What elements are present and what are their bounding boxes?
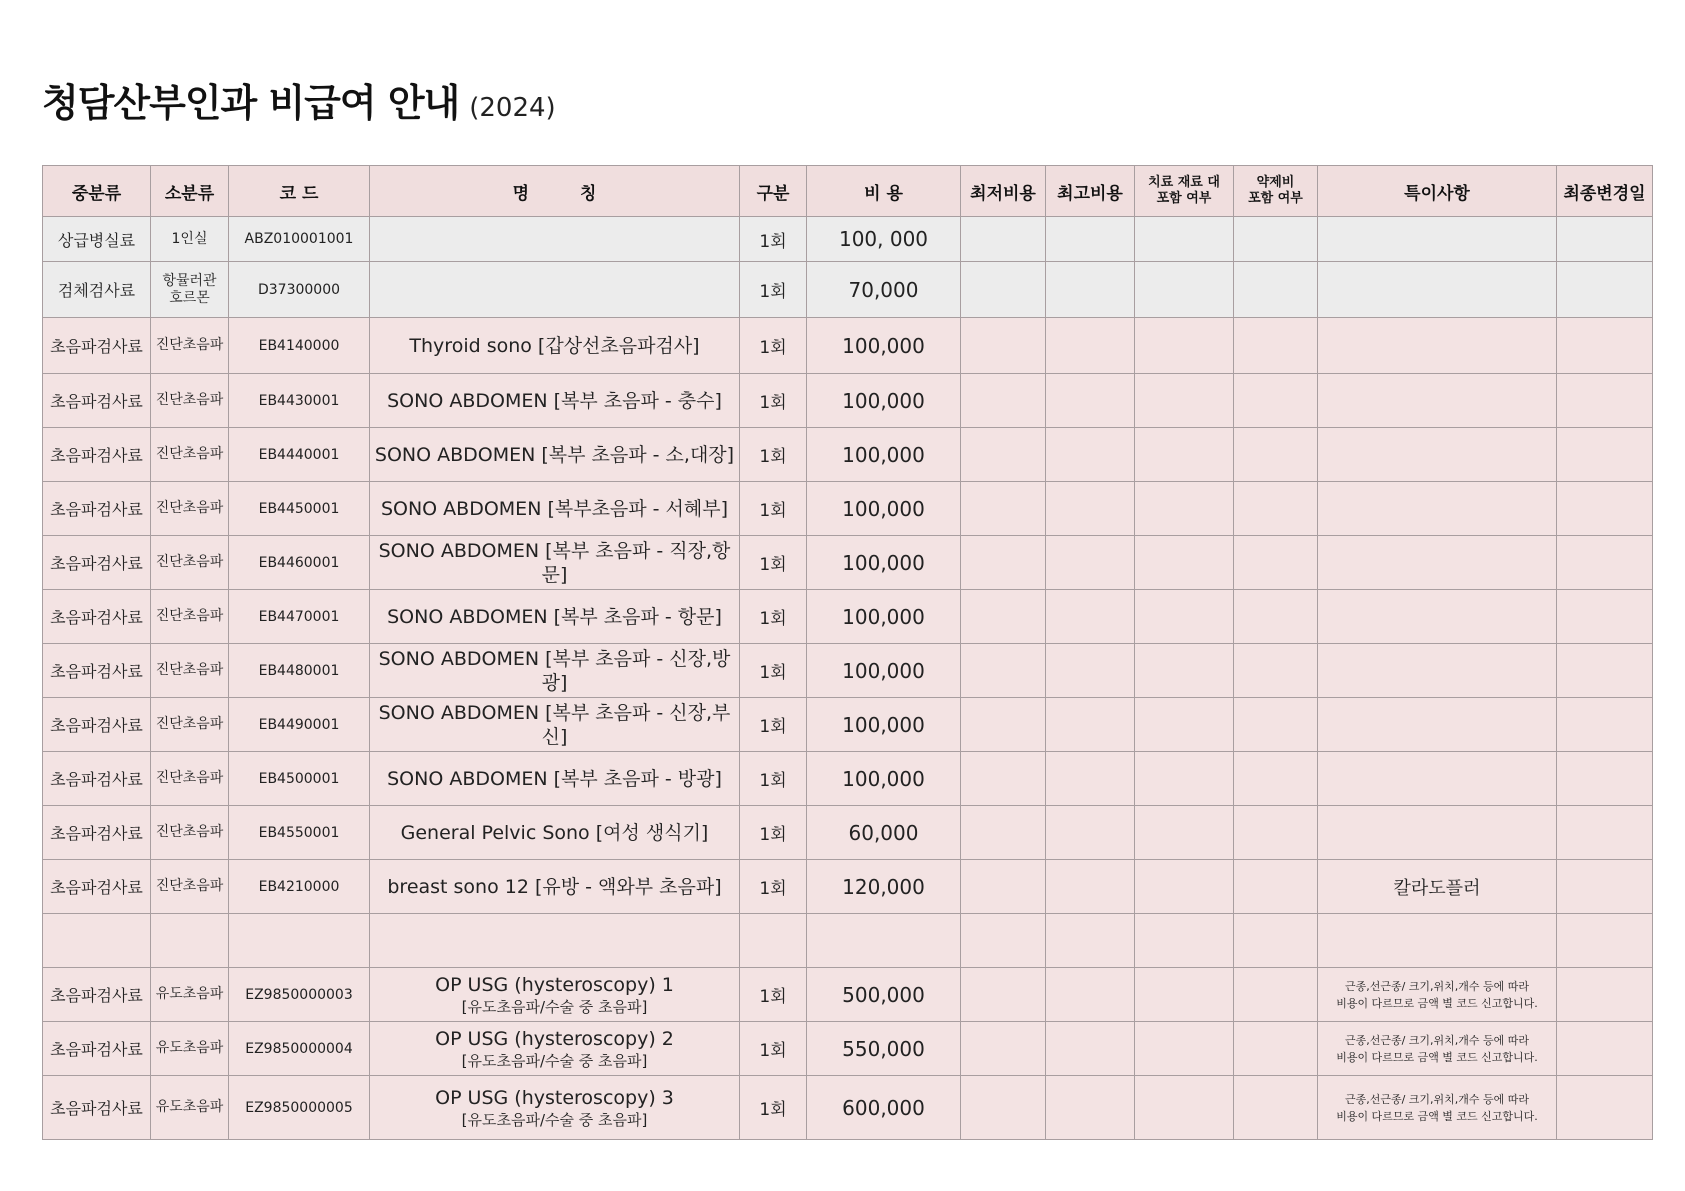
- page-title: [42, 72, 556, 125]
- cell-unit: 1회: [740, 806, 807, 860]
- cell-cost: 100,000: [807, 644, 961, 698]
- cell-name: [370, 698, 740, 752]
- table-row: [43, 262, 1653, 318]
- cell-name: [370, 262, 740, 318]
- cell-unit: 1회: [740, 752, 807, 806]
- cell-sub-category-line1: 진단초음파: [155, 878, 224, 894]
- table-row: [43, 590, 1653, 644]
- cell-max-cost: [1046, 217, 1135, 262]
- cell-drug-included: [1234, 1022, 1318, 1076]
- cell-max-cost: [1046, 752, 1135, 806]
- cell-last-changed: [1557, 968, 1653, 1022]
- cell-sub-category-line1: 진단초음파: [155, 770, 224, 786]
- cell-min-cost: [961, 318, 1046, 374]
- cell-sub-category-line1: 유도초음파: [155, 1099, 224, 1115]
- cell-sub-category: [151, 806, 229, 860]
- cell-min-cost: [961, 428, 1046, 482]
- cell-code: EB4470001: [229, 590, 370, 644]
- cell-mid-category: 초음파검사료: [43, 374, 151, 428]
- cell-max-cost: [1046, 262, 1135, 318]
- cell-sub-category: [151, 1022, 229, 1076]
- cell-unit: 1회: [740, 536, 807, 590]
- cell-min-cost: [961, 968, 1046, 1022]
- cell-name-line2: [유도초음파/수술 중 초음파]: [461, 997, 648, 1016]
- cell-sub-category: [151, 262, 229, 318]
- cell-material-included: [1135, 590, 1234, 644]
- cell-cost: 100, 000: [807, 217, 961, 262]
- cell-notes: [1318, 698, 1557, 752]
- cell-notes: [1318, 644, 1557, 698]
- cell-material-included: [1135, 1022, 1234, 1076]
- cell-code: EB4550001: [229, 806, 370, 860]
- cell-name-line2: [유도초음파/수술 중 초음파]: [461, 1110, 648, 1129]
- cell-drug-included: [1234, 374, 1318, 428]
- cell-unit: 1회: [740, 217, 807, 262]
- cell-drug-included: [1234, 262, 1318, 318]
- cell-code: EZ9850000005: [229, 1076, 370, 1140]
- cell-code: EZ9850000003: [229, 968, 370, 1022]
- cell-drug-included: [1234, 482, 1318, 536]
- cell-unit: 1회: [740, 644, 807, 698]
- cell-min-cost: [961, 217, 1046, 262]
- cell-mid-category: 초음파검사료: [43, 318, 151, 374]
- cell-last-changed: [1557, 806, 1653, 860]
- cell-material-included: [1135, 860, 1234, 914]
- table-row: [43, 217, 1653, 262]
- cell-notes: [1318, 318, 1557, 374]
- cell-last-changed: [1557, 482, 1653, 536]
- cell-cost: 100,000: [807, 752, 961, 806]
- cell-sub-category: [151, 217, 229, 262]
- cell-max-cost: [1046, 318, 1135, 374]
- cell-sub-category-line1: 1인실: [171, 230, 208, 247]
- cell-cost: 600,000: [807, 1076, 961, 1140]
- cell-unit: 1회: [740, 262, 807, 318]
- cell-code: EB4500001: [229, 752, 370, 806]
- cell-name: [370, 590, 740, 644]
- cell-cost: 100,000: [807, 590, 961, 644]
- cell-max-cost: [1046, 1022, 1135, 1076]
- cell-notes: [1318, 217, 1557, 262]
- cell-cost: 550,000: [807, 1022, 961, 1076]
- cell-cost: 100,000: [807, 374, 961, 428]
- table-row: [43, 860, 1653, 914]
- cell-mid-category: 상급병실료: [43, 217, 151, 262]
- header-min-cost: 최저비용: [961, 166, 1046, 217]
- cell-name-line1: SONO ABDOMEN [복부 초음파 - 항문]: [387, 605, 722, 628]
- table-row: [43, 752, 1653, 806]
- cell-code: EB4440001: [229, 428, 370, 482]
- header-drug-line1: 약제비: [1256, 175, 1295, 190]
- cell-code: D37300000: [229, 262, 370, 318]
- cell-code: EZ9850000004: [229, 1022, 370, 1076]
- cell-last-changed: [1557, 752, 1653, 806]
- cell-max-cost: [1046, 644, 1135, 698]
- cell-notes: [1318, 1076, 1557, 1140]
- cell-sub-category: [151, 1076, 229, 1140]
- cell-name: [370, 806, 740, 860]
- table-row: [43, 374, 1653, 428]
- table-row: [43, 806, 1653, 860]
- cell-drug-included: [1234, 698, 1318, 752]
- header-cost: 비 용: [807, 166, 961, 217]
- cell-mid-category: 초음파검사료: [43, 698, 151, 752]
- cell-name-line1: SONO ABDOMEN [복부 초음파 - 소,대장]: [374, 443, 735, 466]
- cell-sub-category-line1: 진단초음파: [155, 662, 224, 678]
- cell-sub-category: [151, 644, 229, 698]
- cell-name: [370, 374, 740, 428]
- cell-code: EB4480001: [229, 644, 370, 698]
- cell-notes: [1318, 1022, 1557, 1076]
- cell-notes: [1318, 374, 1557, 428]
- cell-name: [370, 968, 740, 1022]
- cell-sub-category-line1: 진단초음파: [155, 824, 224, 840]
- cell-mid-category: 초음파검사료: [43, 428, 151, 482]
- cell-last-changed: [1557, 644, 1653, 698]
- cell-min-cost: [961, 644, 1046, 698]
- cell-max-cost: [1046, 968, 1135, 1022]
- cell-mid-category: 초음파검사료: [43, 644, 151, 698]
- cell-notes-line1: 근종,선근종/ 크기,위치,개수 등에 따라: [1344, 1033, 1530, 1047]
- cell-cost: 500,000: [807, 968, 961, 1022]
- cell-cost: 100,000: [807, 536, 961, 590]
- cell-name: [370, 428, 740, 482]
- cell-max-cost: [1046, 590, 1135, 644]
- cell-min-cost: [961, 536, 1046, 590]
- cell-last-changed: [1557, 1076, 1653, 1140]
- cell-code: EB4450001: [229, 482, 370, 536]
- cell-notes-line1: 근종,선근종/ 크기,위치,개수 등에 따라: [1344, 1092, 1530, 1106]
- cell-material-included: [1135, 752, 1234, 806]
- cell-last-changed: [1557, 914, 1653, 968]
- cell-unit: [740, 914, 807, 968]
- page-title-main: 청담산부인과 비급여 안내: [42, 81, 460, 125]
- cell-mid-category: 초음파검사료: [43, 1076, 151, 1140]
- cell-last-changed: [1557, 698, 1653, 752]
- cell-unit: 1회: [740, 968, 807, 1022]
- cell-drug-included: [1234, 806, 1318, 860]
- cell-mid-category: 초음파검사료: [43, 860, 151, 914]
- cell-notes: [1318, 752, 1557, 806]
- cell-mid-category: 초음파검사료: [43, 1022, 151, 1076]
- table-row: [43, 1022, 1653, 1076]
- cell-notes: [1318, 914, 1557, 968]
- cell-sub-category-line1: 진단초음파: [155, 446, 224, 462]
- cell-material-included: [1135, 428, 1234, 482]
- cell-name: [370, 860, 740, 914]
- cell-sub-category: [151, 914, 229, 968]
- cell-max-cost: [1046, 428, 1135, 482]
- cell-cost: 60,000: [807, 806, 961, 860]
- cell-drug-included: [1234, 428, 1318, 482]
- table-row: [43, 1076, 1653, 1140]
- header-unit: 구분: [740, 166, 807, 217]
- cell-material-included: [1135, 482, 1234, 536]
- cell-last-changed: [1557, 262, 1653, 318]
- cell-unit: 1회: [740, 428, 807, 482]
- cell-name-line2: [유도초음파/수술 중 초음파]: [461, 1051, 648, 1070]
- cell-material-included: [1135, 806, 1234, 860]
- cell-mid-category: [43, 914, 151, 968]
- cell-mid-category: 초음파검사료: [43, 806, 151, 860]
- cell-name-line1: SONO ABDOMEN [복부초음파 - 서혜부]: [380, 497, 729, 520]
- cell-material-included: [1135, 262, 1234, 318]
- cell-max-cost: [1046, 1076, 1135, 1140]
- cell-min-cost: [961, 806, 1046, 860]
- cell-notes: [1318, 482, 1557, 536]
- cell-sub-category: [151, 318, 229, 374]
- header-code: 코 드: [229, 166, 370, 217]
- cell-name-line1: OP USG (hysteroscopy) 2: [435, 1027, 674, 1050]
- cell-max-cost: [1046, 806, 1135, 860]
- cell-notes-line2: 비용이 다르므로 금액 별 코드 신고합니다.: [1336, 1109, 1538, 1123]
- cell-unit: 1회: [740, 860, 807, 914]
- header-notes: 특이사항: [1318, 166, 1557, 217]
- cell-cost: 100,000: [807, 318, 961, 374]
- cell-last-changed: [1557, 217, 1653, 262]
- cell-material-included: [1135, 968, 1234, 1022]
- cell-last-changed: [1557, 374, 1653, 428]
- cell-name: [370, 536, 740, 590]
- cell-unit: 1회: [740, 318, 807, 374]
- cell-notes-line2: 비용이 다르므로 금액 별 코드 신고합니다.: [1336, 1050, 1538, 1064]
- cell-max-cost: [1046, 374, 1135, 428]
- cell-name-line1: SONO ABDOMEN [복부 초음파 - 충수]: [387, 389, 722, 412]
- cell-name: [370, 752, 740, 806]
- cell-min-cost: [961, 482, 1046, 536]
- cell-min-cost: [961, 1022, 1046, 1076]
- cell-name-line1: breast sono 12 [유방 - 액와부 초음파]: [387, 875, 722, 898]
- cell-sub-category-line1: 진단초음파: [155, 337, 224, 353]
- cell-last-changed: [1557, 590, 1653, 644]
- cell-notes: [1318, 968, 1557, 1022]
- cell-material-included: [1135, 698, 1234, 752]
- cell-drug-included: [1234, 536, 1318, 590]
- cell-min-cost: [961, 698, 1046, 752]
- cell-code: [229, 914, 370, 968]
- cell-name: [370, 318, 740, 374]
- cell-name-line1: SONO ABDOMEN [복부 초음파 - 방광]: [387, 767, 722, 790]
- cell-material-included: [1135, 644, 1234, 698]
- cell-unit: 1회: [740, 1076, 807, 1140]
- cell-mid-category: 초음파검사료: [43, 590, 151, 644]
- cell-unit: 1회: [740, 1022, 807, 1076]
- cell-code: ABZ010001001: [229, 217, 370, 262]
- cell-sub-category-line1: 진단초음파: [155, 500, 224, 516]
- cell-code: EB4430001: [229, 374, 370, 428]
- cell-last-changed: [1557, 318, 1653, 374]
- table-row: [43, 698, 1653, 752]
- cell-mid-category: 초음파검사료: [43, 536, 151, 590]
- cell-min-cost: [961, 374, 1046, 428]
- cell-sub-category-line1: 진단초음파: [155, 392, 224, 408]
- cell-name: [370, 482, 740, 536]
- cell-sub-category-line1: 항뮬러관: [162, 272, 217, 289]
- cell-sub-category: [151, 752, 229, 806]
- cell-name: [370, 217, 740, 262]
- header-material-line2: 포함 여부: [1156, 191, 1212, 206]
- cell-material-included: [1135, 374, 1234, 428]
- cell-cost: [807, 914, 961, 968]
- cell-min-cost: [961, 860, 1046, 914]
- page-title-year: (2024): [469, 93, 556, 123]
- header-max-cost: 최고비용: [1046, 166, 1135, 217]
- cell-mid-category: 초음파검사료: [43, 968, 151, 1022]
- cell-notes: [1318, 860, 1557, 914]
- cell-sub-category-line2: 호르몬: [169, 289, 210, 306]
- cell-drug-included: [1234, 914, 1318, 968]
- cell-mid-category: 검체검사료: [43, 262, 151, 318]
- cell-material-included: [1135, 536, 1234, 590]
- cell-drug-included: [1234, 752, 1318, 806]
- cell-last-changed: [1557, 428, 1653, 482]
- header-sub-category: 소분류: [151, 166, 229, 217]
- table-row: [43, 318, 1653, 374]
- cell-unit: 1회: [740, 374, 807, 428]
- cell-name-line1: Thyroid sono [갑상선초음파검사]: [409, 334, 700, 357]
- cell-sub-category: [151, 698, 229, 752]
- cell-material-included: [1135, 318, 1234, 374]
- cell-name: [370, 1076, 740, 1140]
- cell-sub-category: [151, 374, 229, 428]
- cell-material-included: [1135, 1076, 1234, 1140]
- cell-drug-included: [1234, 968, 1318, 1022]
- cell-mid-category: 초음파검사료: [43, 482, 151, 536]
- header-drug-included: [1234, 166, 1318, 217]
- cell-notes: [1318, 428, 1557, 482]
- table-row: [43, 644, 1653, 698]
- table-row: [43, 968, 1653, 1022]
- cell-max-cost: [1046, 860, 1135, 914]
- cell-material-included: [1135, 217, 1234, 262]
- cell-drug-included: [1234, 590, 1318, 644]
- cell-cost: 100,000: [807, 482, 961, 536]
- cell-sub-category-line1: 진단초음파: [155, 554, 224, 570]
- table-row: [43, 428, 1653, 482]
- cell-code: EB4210000: [229, 860, 370, 914]
- cell-name: [370, 914, 740, 968]
- cell-unit: 1회: [740, 698, 807, 752]
- cell-min-cost: [961, 752, 1046, 806]
- cell-code: EB4490001: [229, 698, 370, 752]
- cell-drug-included: [1234, 644, 1318, 698]
- header-drug-line2: 포함 여부: [1248, 191, 1303, 206]
- cell-notes-line1: 칼라도플러: [1393, 877, 1481, 899]
- cell-min-cost: [961, 1076, 1046, 1140]
- cell-material-included: [1135, 914, 1234, 968]
- cell-unit: 1회: [740, 590, 807, 644]
- cell-name-line1: General Pelvic Sono [여성 생식기]: [400, 821, 709, 844]
- header-material-line1: 치료 재료 대: [1148, 175, 1220, 190]
- cell-drug-included: [1234, 1076, 1318, 1140]
- header-material-included: [1135, 166, 1234, 217]
- cell-drug-included: [1234, 318, 1318, 374]
- cell-name-line1: OP USG (hysteroscopy) 3: [435, 1086, 674, 1109]
- cell-sub-category: [151, 428, 229, 482]
- cell-cost: 100,000: [807, 698, 961, 752]
- header-mid-category: 중분류: [43, 166, 151, 217]
- header-name: 명 칭: [370, 166, 740, 217]
- cell-max-cost: [1046, 536, 1135, 590]
- cell-max-cost: [1046, 914, 1135, 968]
- cell-notes: [1318, 536, 1557, 590]
- cell-sub-category-line1: 유도초음파: [155, 986, 224, 1002]
- cell-drug-included: [1234, 860, 1318, 914]
- cell-sub-category-line1: 진단초음파: [155, 716, 224, 732]
- cell-unit: 1회: [740, 482, 807, 536]
- cell-last-changed: [1557, 860, 1653, 914]
- cell-name-line1: SONO ABDOMEN [복부 초음파 - 신장,방광]: [378, 647, 731, 694]
- cell-max-cost: [1046, 482, 1135, 536]
- header-last-changed: 최종변경일: [1557, 166, 1653, 217]
- cell-sub-category: [151, 590, 229, 644]
- cell-sub-category: [151, 860, 229, 914]
- cell-sub-category: [151, 482, 229, 536]
- cell-notes: [1318, 590, 1557, 644]
- cell-sub-category: [151, 968, 229, 1022]
- cell-min-cost: [961, 914, 1046, 968]
- cell-last-changed: [1557, 536, 1653, 590]
- cell-max-cost: [1046, 698, 1135, 752]
- fee-table: [42, 165, 1653, 1140]
- cell-sub-category-line1: 유도초음파: [155, 1040, 224, 1056]
- cell-notes: [1318, 806, 1557, 860]
- table-row: [43, 482, 1653, 536]
- cell-notes-line1: 근종,선근종/ 크기,위치,개수 등에 따라: [1344, 979, 1530, 993]
- cell-name-line1: OP USG (hysteroscopy) 1: [435, 973, 674, 996]
- cell-code: EB4140000: [229, 318, 370, 374]
- cell-min-cost: [961, 590, 1046, 644]
- cell-notes: [1318, 262, 1557, 318]
- cell-last-changed: [1557, 1022, 1653, 1076]
- cell-cost: 100,000: [807, 428, 961, 482]
- cell-name-line1: SONO ABDOMEN [복부 초음파 - 신장,부신]: [378, 701, 731, 748]
- cell-drug-included: [1234, 217, 1318, 262]
- cell-notes-line2: 비용이 다르므로 금액 별 코드 신고합니다.: [1336, 996, 1538, 1010]
- cell-name-line1: SONO ABDOMEN [복부 초음파 - 직장,항문]: [378, 539, 731, 586]
- cell-cost: 120,000: [807, 860, 961, 914]
- cell-name: [370, 644, 740, 698]
- cell-name: [370, 1022, 740, 1076]
- cell-min-cost: [961, 262, 1046, 318]
- cell-sub-category-line1: 진단초음파: [155, 608, 224, 624]
- table-row: [43, 914, 1653, 968]
- table-header-row: [43, 166, 1653, 217]
- cell-cost: 70,000: [807, 262, 961, 318]
- cell-code: EB4460001: [229, 536, 370, 590]
- table-row: [43, 536, 1653, 590]
- cell-mid-category: 초음파검사료: [43, 752, 151, 806]
- cell-sub-category: [151, 536, 229, 590]
